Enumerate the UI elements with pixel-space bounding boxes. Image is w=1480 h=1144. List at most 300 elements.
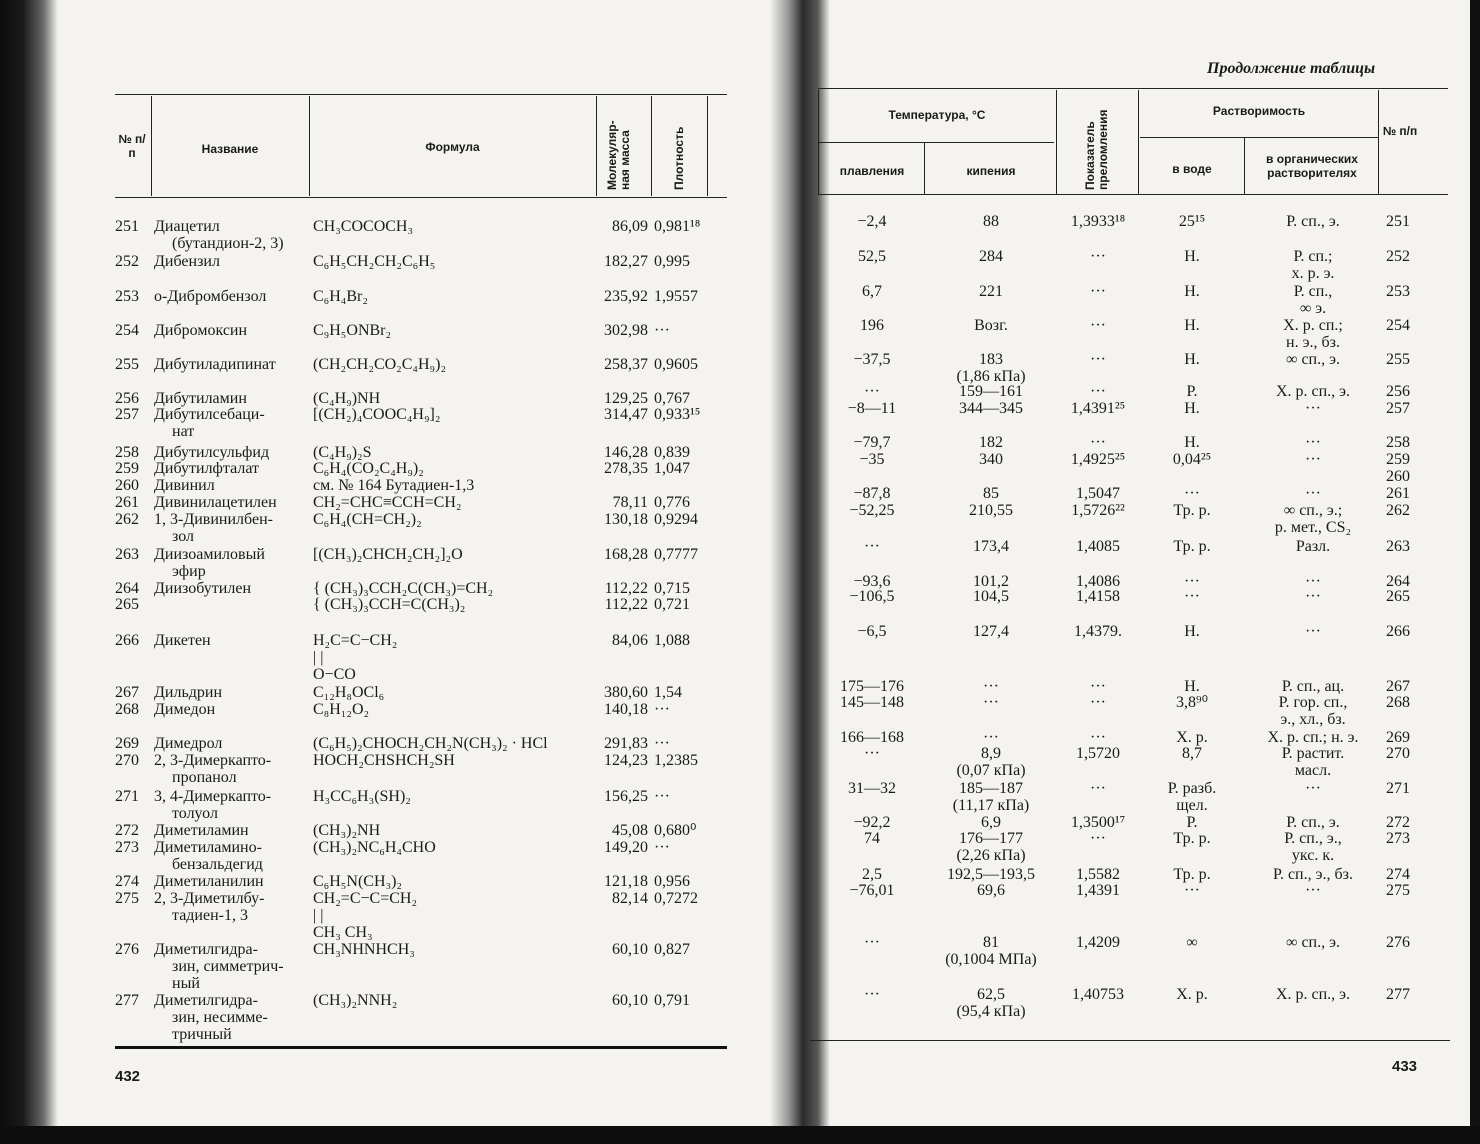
header-name: Название [201, 142, 259, 156]
refractive-index: 1,4209 [1076, 934, 1120, 951]
formula: { (CH₃)₃CCH₂C(CH₃)=CH₂ [313, 580, 494, 597]
row-number: 272 [115, 822, 139, 839]
formula: C₆H₄Br₂ [313, 288, 368, 305]
refractive-index: ··· [1090, 780, 1106, 797]
solubility-water: ··· [1184, 588, 1200, 605]
compound-name: бензальдегид [172, 856, 263, 873]
formula: (CH₃)₂NNH₂ [313, 992, 398, 1009]
row-number: 260 [115, 477, 139, 494]
molecular-mass: 121,18 [604, 873, 648, 890]
formula: C₆H₅N(CH₃)₂ [313, 873, 402, 890]
melting-point: 175—176 [840, 678, 904, 695]
solubility-organic: ··· [1305, 882, 1321, 899]
boiling-point: 104,5 [973, 588, 1009, 605]
formula: O−CO [313, 666, 356, 683]
formula: C₆H₄(CO₂C₄H₉)₂ [313, 460, 424, 477]
solubility-organic: ··· [1305, 451, 1321, 468]
compound-name: пропанол [172, 769, 237, 786]
boiling-point: (95,4 кПа) [956, 1003, 1026, 1020]
refractive-index: ··· [1090, 383, 1106, 400]
row-number: 251 [1386, 213, 1410, 230]
compound-name: тричный [172, 1026, 232, 1043]
solubility-organic: Х. р. сп.; н. э. [1267, 729, 1359, 746]
density: 0,721 [654, 596, 690, 613]
formula: (C₄H₉)₂S [313, 444, 372, 461]
row-number: 263 [1386, 538, 1410, 555]
molecular-mass: 112,22 [604, 580, 648, 597]
boiling-point: 88 [983, 213, 999, 230]
solubility-water: Н. [1184, 283, 1200, 300]
solubility-water: 3,8⁹⁰ [1176, 694, 1208, 711]
formula: [(CH₃)₂CHCH₂CH₂]₂O [313, 546, 463, 563]
solubility-organic: э., хл., бз. [1280, 711, 1346, 728]
row-number: 261 [1386, 485, 1410, 502]
header-bottom-rule [115, 197, 727, 198]
row-number: 254 [1386, 317, 1410, 334]
header-bottom-rule [818, 194, 1448, 195]
molecular-mass: 82,14 [612, 890, 648, 907]
boiling-point: 183 [979, 351, 1003, 368]
density: 0,7272 [654, 890, 698, 907]
melting-point: 2,5 [862, 866, 882, 883]
compound-name: (бутандион-2, 3) [172, 235, 284, 252]
formula: { (CH₃)₃CCH=C(CH₃)₂ [313, 596, 466, 613]
formula: CH₃NHNHCH₃ [313, 941, 415, 958]
boiling-point: ··· [983, 694, 999, 711]
col-divider [1378, 90, 1379, 194]
density: ··· [654, 701, 670, 718]
refractive-index: 1,5720 [1076, 745, 1120, 762]
solubility-water: Н. [1184, 248, 1200, 265]
page-number: 432 [115, 1068, 141, 1085]
row-number: 270 [115, 752, 139, 769]
melting-point: ··· [864, 745, 880, 762]
solubility-water: 0,04²⁵ [1172, 451, 1212, 468]
right-page [770, 0, 1480, 1144]
refractive-index: 1,5726²² [1071, 502, 1125, 519]
solubility-water: Н. [1184, 623, 1200, 640]
molecular-mass: 149,20 [604, 839, 648, 856]
solubility-water: Х. р. [1176, 986, 1208, 1003]
boiling-point: 192,5—193,5 [947, 866, 1035, 883]
solubility-organic: Р. сп.; [1293, 248, 1333, 265]
row-number: 253 [1386, 283, 1410, 300]
refractive-index: ··· [1090, 317, 1106, 334]
row-number: 258 [115, 444, 139, 461]
row-number: 265 [115, 596, 139, 613]
page-number: 433 [1392, 1058, 1418, 1075]
row-number: 260 [1386, 468, 1410, 485]
melting-point: −8—11 [847, 400, 897, 417]
compound-name: Дикетен [154, 632, 211, 649]
boiling-point: 344—345 [959, 400, 1023, 417]
solubility-organic: Р. растит. [1281, 745, 1345, 762]
refractive-index: 1,4379. [1074, 623, 1122, 640]
molecular-mass: 140,18 [604, 701, 648, 718]
refractive-index: 1,4391²⁵ [1070, 400, 1126, 417]
molecular-mass: 168,28 [604, 546, 648, 563]
compound-name: Дибутиламин [154, 390, 247, 407]
header-top-rule [115, 94, 727, 95]
formula: (CH₂CH₂CO₂C₄H₉)₂ [313, 356, 447, 373]
compound-name: Дибензил [154, 253, 220, 270]
row-number: 269 [115, 735, 139, 752]
boiling-point: 101,2 [973, 573, 1009, 590]
row-number: 277 [115, 992, 139, 1009]
scan-bottom-edge [0, 1126, 1480, 1144]
density: 0,9294 [654, 511, 698, 528]
row-number: 267 [115, 684, 139, 701]
solubility-water: 25¹⁵ [1178, 213, 1206, 230]
boiling-point: (2,26 кПа) [956, 847, 1026, 864]
density: 1,088 [654, 632, 690, 649]
table-bottom-rule [810, 1040, 1450, 1041]
row-number: 251 [115, 218, 139, 235]
melting-point: 166—168 [840, 729, 904, 746]
refractive-index: 1,4391 [1076, 882, 1120, 899]
solubility-water: Р. разб. [1167, 780, 1217, 797]
boiling-point: Возг. [974, 317, 1008, 334]
melting-point: ··· [864, 934, 880, 951]
row-number: 263 [115, 546, 139, 563]
header-top-rule [818, 88, 1448, 89]
row-number: 266 [115, 632, 139, 649]
solubility-organic: Р. гор. сп., [1278, 694, 1348, 711]
compound-name: Дибромоксин [154, 322, 248, 339]
formula: [(CH₂)₄COOC₄H₉]₂ [313, 406, 441, 423]
compound-name: Дибутиладипинат [154, 356, 276, 373]
row-number: 275 [1386, 882, 1410, 899]
compound-name: Диизобутилен [154, 580, 251, 597]
formula: (CH₃)₂NH [313, 822, 381, 839]
solubility-water: 8,7 [1182, 745, 1202, 762]
formula: (CH₃)₂NC₆H₄CHO [313, 839, 436, 856]
row-number: 276 [1386, 934, 1410, 951]
compound-name: тадиен-1, 3 [172, 907, 248, 924]
boiling-point: 6,9 [981, 814, 1001, 831]
row-number: 264 [1386, 573, 1410, 590]
melting-point: −93,6 [853, 573, 891, 590]
compound-name: эфир [172, 563, 206, 580]
compound-name: ный [172, 975, 200, 992]
page-edge [1470, 0, 1480, 1144]
boiling-point: (0,07 кПа) [956, 762, 1026, 779]
compound-name: 3, 4-Димеркапто- [154, 788, 272, 805]
boiling-point: 173,4 [973, 538, 1009, 555]
formula: см. № 164 Бутадиен-1,3 [313, 477, 475, 494]
compound-name: Дибутилфталат [154, 460, 260, 477]
melting-point: 6,7 [862, 283, 882, 300]
density: 0,680⁰ [654, 822, 697, 839]
density: 0,981¹⁸ [654, 218, 701, 235]
molecular-mass: 45,08 [612, 822, 648, 839]
solubility-water: Н. [1184, 400, 1200, 417]
formula: (C₆H₅)₂CHOCH₂CH₂N(CH₃)₂ · HCl [313, 735, 548, 752]
col-divider [309, 96, 310, 196]
solubility-organic: ··· [1305, 780, 1321, 797]
compound-name: Диметиламин [154, 822, 249, 839]
row-number: 257 [1386, 400, 1410, 417]
solubility-organic: Р. сп., [1293, 283, 1333, 300]
melting-point: 196 [860, 317, 884, 334]
melting-point: 74 [864, 830, 880, 847]
solubility-water: ··· [1184, 882, 1200, 899]
row-number: 252 [1386, 248, 1410, 265]
solubility-organic: ∞ сп., э. [1286, 351, 1340, 368]
boiling-point: ··· [983, 678, 999, 695]
boiling-point: 340 [979, 451, 1003, 468]
density: 0,767 [654, 390, 690, 407]
boiling-point: 210,55 [969, 502, 1013, 519]
row-number: 253 [115, 288, 139, 305]
melting-point: ··· [864, 383, 880, 400]
header-mass: Молекуляр-ная масса [605, 120, 632, 190]
formula: C₁₂H₈OCl₆ [313, 684, 385, 701]
solubility-water: Х. р. [1176, 729, 1208, 746]
solubility-organic: ··· [1305, 623, 1321, 640]
col-divider [1138, 90, 1139, 194]
compound-name: зин, несимме- [172, 1009, 268, 1026]
molecular-mass: 235,92 [604, 288, 648, 305]
col-divider [596, 96, 597, 196]
row-number: 265 [1386, 588, 1410, 605]
row-number: 256 [1386, 383, 1410, 400]
compound-name: Дивинилацетилен [154, 494, 277, 511]
molecular-mass: 60,10 [612, 992, 648, 1009]
boiling-point: 81 [983, 934, 999, 951]
formula: CH₃ CH₃ [313, 924, 373, 941]
density: 0,7777 [654, 546, 698, 563]
solubility-organic: ··· [1305, 434, 1321, 451]
col-divider [1056, 90, 1057, 194]
row-number: 273 [115, 839, 139, 856]
molecular-mass: 146,28 [604, 444, 648, 461]
melting-point: −6,5 [857, 623, 887, 640]
solubility-water: Тр. р. [1173, 866, 1211, 883]
compound-name: Дивинил [154, 477, 215, 494]
solubility-water: Тр. р. [1173, 502, 1211, 519]
formula: C₈H₁₂O₂ [313, 701, 370, 718]
solubility-organic: н. э., бз. [1286, 334, 1340, 351]
refractive-index: ··· [1090, 351, 1106, 368]
molecular-mass: 314,47 [604, 406, 648, 423]
refractive-index: 1,40753 [1072, 986, 1124, 1003]
solubility-water: Н. [1184, 351, 1200, 368]
solubility-organic: Х. р. сп.; [1283, 317, 1343, 334]
row-number: 272 [1386, 814, 1410, 831]
solubility-organic: масл. [1294, 762, 1332, 779]
density: 1,54 [654, 684, 682, 701]
density: 0,827 [654, 941, 690, 958]
header-formula: Формула [425, 140, 480, 154]
row-number: 259 [115, 460, 139, 477]
melting-point: ··· [864, 538, 880, 555]
molecular-mass: 278,35 [604, 460, 648, 477]
row-number: 255 [1386, 351, 1410, 368]
density: 0,933¹⁵ [654, 406, 701, 423]
melting-point: ··· [864, 986, 880, 1003]
solubility-organic: Разл. [1295, 538, 1331, 555]
row-number: 261 [115, 494, 139, 511]
header-melting: плавления [839, 164, 905, 178]
refractive-index: ··· [1090, 729, 1106, 746]
boiling-point: ··· [983, 729, 999, 746]
col-divider [1244, 138, 1245, 194]
melting-point: −37,5 [853, 351, 891, 368]
solubility-water: Н. [1184, 678, 1200, 695]
row-number: 258 [1386, 434, 1410, 451]
formula: H₂C=C−CH₂ [313, 632, 398, 649]
solubility-organic: Р. сп., э., бз. [1273, 866, 1353, 883]
formula: C₆H₅CH₂CH₂C₆H₅ [313, 253, 436, 270]
solubility-organic: ··· [1305, 588, 1321, 605]
molecular-mass: 124,23 [604, 752, 648, 769]
compound-name: 1, 3-Дивинилбен- [154, 511, 273, 528]
melting-point: 31—32 [848, 780, 896, 797]
molecular-mass: 78,11 [612, 494, 648, 511]
boiling-point: 85 [983, 485, 999, 502]
solubility-organic: ··· [1305, 485, 1321, 502]
molecular-mass: 291,83 [604, 735, 648, 752]
molecular-mass: 84,06 [612, 632, 648, 649]
compound-name: Диметиламино- [154, 839, 262, 856]
solubility-organic: р. мет., CS₂ [1274, 519, 1352, 536]
molecular-mass: 182,27 [604, 253, 648, 270]
solubility-organic: Р. сп., э., [1284, 830, 1342, 847]
solubility-organic: Х. р. сп., э. [1275, 986, 1351, 1003]
solubility-water: ∞ [1186, 934, 1198, 951]
row-number: 264 [115, 580, 139, 597]
compound-name: нат [172, 423, 195, 440]
density: 0,791 [654, 992, 690, 1009]
solubility-water: Тр. р. [1173, 830, 1211, 847]
col-divider [924, 143, 925, 194]
boiling-point: 69,6 [977, 882, 1005, 899]
row-number: 274 [1386, 866, 1410, 883]
row-number: 256 [115, 390, 139, 407]
boiling-point: 182 [979, 434, 1003, 451]
density: ··· [654, 839, 670, 856]
compound-name: Димедрол [154, 735, 223, 752]
density: 0,995 [654, 253, 690, 270]
melting-point: −76,01 [849, 882, 895, 899]
row-number: 270 [1386, 745, 1410, 762]
refractive-index: ··· [1090, 434, 1106, 451]
compound-name: Диацетил [154, 218, 220, 235]
row-number: 271 [115, 788, 139, 805]
refractive-index: 1,4925²⁵ [1070, 451, 1126, 468]
page-binding-shadow [0, 0, 58, 1144]
refractive-index: 1,4158 [1076, 588, 1120, 605]
formula: (C₄H₉)NH [313, 390, 381, 407]
temp-sub-rule [818, 142, 1054, 143]
formula: | | [313, 907, 324, 924]
compound-name: зин, симметрич- [172, 958, 284, 975]
refractive-index: ··· [1090, 694, 1106, 711]
header-boiling: кипения [966, 164, 1016, 178]
row-number: 259 [1386, 451, 1410, 468]
compound-name: зол [172, 528, 194, 545]
compound-name: Дибутилсульфид [154, 444, 270, 461]
melting-point: −92,2 [853, 814, 891, 831]
boiling-point: (0,1004 МПа) [945, 951, 1037, 968]
melting-point: 145—148 [840, 694, 904, 711]
table-bottom-rule [115, 1046, 727, 1049]
melting-point: −79,7 [853, 434, 891, 451]
row-number: 271 [1386, 780, 1410, 797]
row-number: 268 [1386, 694, 1410, 711]
solubility-water: Р. [1186, 814, 1198, 831]
solubility-organic: Х. р. сп., э. [1275, 383, 1351, 400]
continuation-label: Продолжение таблицы [1207, 60, 1376, 77]
row-number: 274 [115, 873, 139, 890]
col-divider [818, 90, 819, 194]
density: ··· [654, 735, 670, 752]
row-number: 252 [115, 253, 139, 270]
solubility-water: Н. [1184, 317, 1200, 334]
solubility-water: Тр. р. [1173, 538, 1211, 555]
solubility-organic: Р. сп., э. [1286, 814, 1340, 831]
solubility-water: щел. [1176, 797, 1208, 814]
refractive-index: ··· [1090, 248, 1106, 265]
melting-point: −35 [859, 451, 885, 468]
row-number: 273 [1386, 830, 1410, 847]
boiling-point: 185—187 [959, 780, 1023, 797]
refractive-index: 1,5047 [1076, 485, 1120, 502]
formula: CH₂=C−C=CH₂ [313, 890, 418, 907]
row-number: 266 [1386, 623, 1410, 640]
row-number: 267 [1386, 678, 1410, 695]
boiling-point: (11,17 кПа) [952, 797, 1030, 814]
molecular-mass: 129,25 [604, 390, 648, 407]
refractive-index: 1,3933¹⁸ [1070, 213, 1126, 230]
compound-name: Дильдрин [154, 684, 223, 701]
molecular-mass: 380,60 [604, 684, 648, 701]
formula: HOCH₂CHSHCH₂SH [313, 752, 455, 769]
header-in-organic: в органических растворителях [1266, 152, 1358, 180]
header-in-water: в воде [1172, 162, 1212, 176]
formula: CH₂=CHC≡CCH=CH₂ [313, 494, 462, 511]
density: 0,839 [654, 444, 690, 461]
header-refraction: Показатель преломления [1083, 109, 1110, 190]
melting-point: −87,8 [853, 485, 891, 502]
boiling-point: 221 [979, 283, 1003, 300]
refractive-index: ··· [1090, 678, 1106, 695]
molecular-mass: 258,37 [604, 356, 648, 373]
row-number: 275 [115, 890, 139, 907]
molecular-mass: 60,10 [612, 941, 648, 958]
formula: H₃CC₆H₃(SH)₂ [313, 788, 411, 805]
compound-name: Диметиланилин [154, 873, 264, 890]
solubility-organic: ∞ сп., э.; [1283, 502, 1343, 519]
solubility-water: ··· [1184, 485, 1200, 502]
melting-point: −106,5 [849, 588, 895, 605]
row-number: 269 [1386, 729, 1410, 746]
refractive-index: ··· [1090, 283, 1106, 300]
refractive-index: 1,3500¹⁷ [1070, 814, 1126, 831]
compound-name: o-Дибромбензол [154, 288, 267, 305]
melting-point: 52,5 [858, 248, 886, 265]
density: 0,776 [654, 494, 690, 511]
boiling-point: 127,4 [973, 623, 1009, 640]
boiling-point: 284 [979, 248, 1003, 265]
solubility-organic: укс. к. [1291, 847, 1335, 864]
molecular-mass: 156,25 [604, 788, 648, 805]
density: 1,047 [654, 460, 690, 477]
header-temperature: Температура, °C [888, 108, 986, 122]
row-number: 276 [115, 941, 139, 958]
solubility-organic: ∞ э. [1299, 300, 1327, 317]
